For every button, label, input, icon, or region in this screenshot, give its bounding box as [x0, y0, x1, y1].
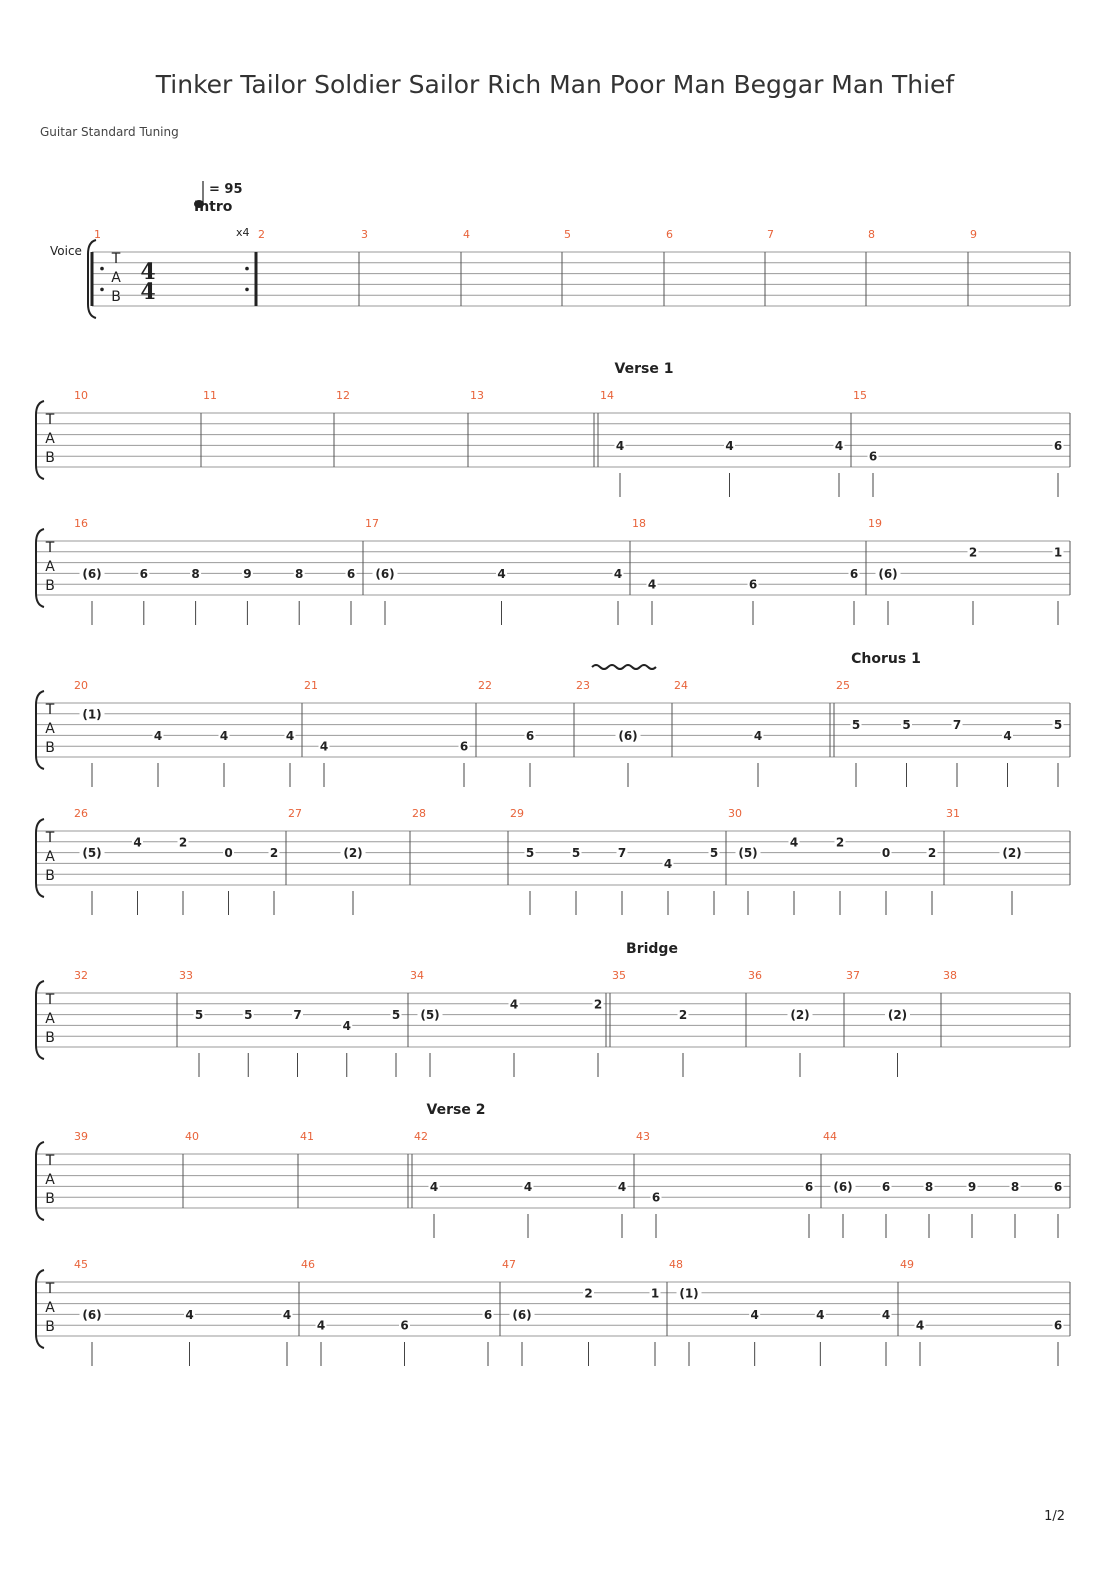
tab-clef-letter: B — [45, 1191, 55, 1207]
fret-number: 0 — [881, 846, 891, 861]
measure-number: 24 — [674, 679, 688, 692]
fret-number: 4 — [523, 1179, 533, 1194]
fret-number: 9 — [967, 1179, 977, 1194]
tab-clef-letter: T — [45, 1281, 55, 1297]
fret-number: 6 — [1053, 1318, 1063, 1333]
measure-number: 7 — [767, 228, 774, 241]
tab-clef-letter: B — [45, 450, 55, 466]
fret-number: 4 — [497, 566, 506, 581]
tab-clef-letter: A — [45, 1011, 55, 1027]
measure-number: 12 — [336, 389, 350, 402]
fret-number: 4 — [319, 739, 329, 754]
section-chorus-1: Chorus 1 — [851, 651, 921, 667]
fret-number: 6 — [139, 566, 148, 581]
measure-number: 4 — [463, 228, 470, 241]
measure-number: 10 — [74, 389, 88, 402]
fret-number: 4 — [316, 1318, 326, 1333]
fret-number: 7 — [617, 846, 627, 861]
fret-number: (6) — [512, 1307, 532, 1322]
fret-number: 4 — [613, 566, 623, 581]
measure-number: 9 — [970, 228, 977, 241]
fret-number: 6 — [1053, 1179, 1063, 1194]
tab-clef-letter: A — [45, 721, 55, 737]
measure-number: 48 — [669, 1258, 683, 1271]
fret-number: 2 — [584, 1286, 593, 1301]
measure-number: 34 — [410, 969, 424, 982]
measure-number: 43 — [636, 1130, 650, 1143]
tuning-label: Guitar Standard Tuning — [40, 125, 179, 139]
fret-number: 8 — [1010, 1179, 1020, 1194]
measure-number: 22 — [478, 679, 492, 692]
fret-number: (6) — [833, 1179, 853, 1194]
fret-number: 5 — [194, 1008, 204, 1023]
repeat-count: x4 — [236, 226, 250, 239]
measure-number: 27 — [288, 807, 302, 820]
measure-number: 3 — [361, 228, 368, 241]
tab-clef-letter: A — [111, 270, 121, 286]
measure-number: 15 — [853, 389, 867, 402]
measure-number: 17 — [365, 517, 379, 530]
tab-clef-letter: A — [45, 849, 55, 865]
fret-number: 2 — [678, 1008, 688, 1023]
fret-number: 4 — [834, 438, 844, 453]
fret-number: (5) — [420, 1008, 440, 1023]
fret-number: (1) — [82, 707, 102, 722]
measure-number: 18 — [632, 517, 646, 530]
fret-number: 7 — [952, 718, 962, 733]
fret-number: 1 — [1053, 545, 1063, 560]
repeat-dot — [100, 288, 104, 292]
measure-number: 25 — [836, 679, 850, 692]
fret-number: 4 — [750, 1307, 759, 1322]
section-verse-2: Verse 2 — [426, 1102, 486, 1118]
fret-number: 8 — [191, 566, 200, 581]
fret-number: 4 — [509, 997, 519, 1012]
fret-number: 5 — [244, 1008, 253, 1023]
measure-number: 33 — [179, 969, 193, 982]
fret-number: 4 — [789, 835, 799, 850]
fret-number: 9 — [243, 566, 252, 581]
fret-number: (2) — [343, 846, 363, 861]
tab-clef-letter: T — [45, 412, 55, 428]
tab-clef-letter: A — [45, 431, 55, 447]
measure-number: 26 — [74, 807, 88, 820]
fret-number: 4 — [153, 728, 163, 743]
measure-number: 36 — [748, 969, 762, 982]
section-bridge: Bridge — [626, 941, 678, 957]
tab-clef-letter: B — [45, 1030, 55, 1046]
measure-number: 23 — [576, 679, 590, 692]
tab-clef-letter: B — [45, 868, 55, 884]
vibrato-mark — [592, 665, 656, 669]
tab-clef-letter: B — [45, 740, 55, 756]
fret-number: 4 — [617, 1179, 627, 1194]
fret-number: 6 — [525, 728, 535, 743]
fret-number: 6 — [849, 566, 859, 581]
repeat-dot — [100, 267, 104, 271]
fret-number: 4 — [915, 1318, 925, 1333]
tab-clef-letter: A — [45, 1300, 55, 1316]
fret-number: 5 — [1053, 718, 1063, 733]
tab-clef-letter: T — [45, 702, 55, 718]
tab-clef-letter: T — [45, 830, 55, 846]
repeat-dot — [245, 288, 249, 292]
fret-number: 4 — [219, 728, 229, 743]
measure-number: 20 — [74, 679, 88, 692]
tab-clef-letter: T — [111, 251, 121, 267]
measure-number: 1 — [94, 228, 101, 241]
fret-number: 6 — [868, 449, 878, 464]
fret-number: 0 — [224, 846, 233, 861]
fret-number: 2 — [178, 835, 188, 850]
fret-number: 2 — [968, 545, 978, 560]
page-number: 1/2 — [1044, 1509, 1065, 1524]
fret-number: 6 — [1053, 438, 1063, 453]
measure-number: 40 — [185, 1130, 199, 1143]
tab-clef-letter: A — [45, 559, 55, 575]
fret-number: 4 — [753, 728, 763, 743]
measure-number: 45 — [74, 1258, 88, 1271]
fret-number: (6) — [82, 1307, 102, 1322]
fret-number: 2 — [269, 846, 279, 861]
measure-number: 46 — [301, 1258, 315, 1271]
fret-number: 4 — [285, 728, 295, 743]
tempo-value: = 95 — [209, 182, 243, 197]
tab-clef-letter: T — [45, 1153, 55, 1169]
fret-number: 2 — [927, 846, 937, 861]
measure-number: 35 — [612, 969, 626, 982]
measure-number: 11 — [203, 389, 217, 402]
tab-clef-letter: A — [45, 1172, 55, 1188]
fret-number: 4 — [647, 577, 657, 592]
fret-number: (2) — [790, 1008, 810, 1023]
measure-number: 49 — [900, 1258, 914, 1271]
measure-number: 32 — [74, 969, 88, 982]
fret-number: (5) — [82, 846, 102, 861]
fret-number: 6 — [804, 1179, 814, 1194]
fret-number: (1) — [679, 1286, 699, 1301]
time-signature-bottom: 4 — [140, 279, 156, 305]
fret-number: 6 — [748, 577, 758, 592]
fret-number: 7 — [293, 1008, 302, 1023]
measure-number: 37 — [846, 969, 860, 982]
fret-number: 6 — [881, 1179, 891, 1194]
fret-number: (5) — [738, 846, 758, 861]
fret-number: 5 — [709, 846, 719, 861]
fret-number: 4 — [663, 856, 673, 871]
fret-number: 4 — [282, 1307, 292, 1322]
fret-number: 4 — [342, 1018, 351, 1033]
fret-number: 2 — [835, 835, 845, 850]
measure-number: 28 — [412, 807, 426, 820]
fret-number: 5 — [902, 718, 911, 733]
fret-number: 6 — [651, 1190, 661, 1205]
section-intro: Intro — [194, 199, 233, 215]
fret-number: 1 — [650, 1286, 660, 1301]
fret-number: (6) — [618, 728, 638, 743]
fret-number: (6) — [878, 566, 898, 581]
fret-number: 4 — [1003, 728, 1012, 743]
measure-number: 2 — [258, 228, 265, 241]
fret-number: 8 — [295, 566, 304, 581]
fret-number: 6 — [459, 739, 469, 754]
fret-number: 4 — [615, 438, 625, 453]
measure-number: 13 — [470, 389, 484, 402]
fret-number: 5 — [391, 1008, 401, 1023]
fret-number: 5 — [525, 846, 535, 861]
fret-number: 4 — [725, 438, 734, 453]
tab-clef-letter: B — [45, 578, 55, 594]
fret-number: 5 — [851, 718, 861, 733]
fret-number: 8 — [924, 1179, 934, 1194]
track-name: Voice — [50, 244, 82, 258]
fret-number: 6 — [483, 1307, 493, 1322]
measure-number: 21 — [304, 679, 318, 692]
fret-number: (6) — [375, 566, 395, 581]
song-title: Tinker Tailor Soldier Sailor Rich Man Poor Man Beggar Man Thief — [155, 70, 955, 99]
repeat-dot — [245, 267, 249, 271]
tab-clef-letter: B — [111, 289, 121, 305]
tab-clef-letter: T — [45, 992, 55, 1008]
measure-number: 14 — [600, 389, 614, 402]
tab-clef-letter: T — [45, 540, 55, 556]
fret-number: 2 — [593, 997, 603, 1012]
measure-number: 41 — [300, 1130, 314, 1143]
measure-number: 31 — [946, 807, 960, 820]
measure-number: 16 — [74, 517, 88, 530]
measure-number: 47 — [502, 1258, 516, 1271]
time-signature-top: 4 — [140, 259, 156, 285]
fret-number: 6 — [346, 566, 356, 581]
measure-number: 42 — [414, 1130, 428, 1143]
fret-number: 4 — [881, 1307, 891, 1322]
fret-number: 4 — [185, 1307, 194, 1322]
measure-number: 38 — [943, 969, 957, 982]
measure-number: 29 — [510, 807, 524, 820]
tab-clef-letter: B — [45, 1319, 55, 1335]
measure-number: 6 — [666, 228, 673, 241]
measure-number: 8 — [868, 228, 875, 241]
fret-number: 4 — [133, 835, 142, 850]
fret-number: 4 — [429, 1179, 439, 1194]
measure-number: 39 — [74, 1130, 88, 1143]
fret-number: (6) — [82, 566, 102, 581]
measure-number: 30 — [728, 807, 742, 820]
fret-number: 6 — [400, 1318, 409, 1333]
measure-number: 19 — [868, 517, 882, 530]
fret-number: (2) — [887, 1008, 908, 1023]
fret-number: 5 — [571, 846, 581, 861]
measure-number: 44 — [823, 1130, 837, 1143]
fret-number: (2) — [1002, 846, 1022, 861]
measure-number: 5 — [564, 228, 571, 241]
section-verse-1: Verse 1 — [614, 361, 674, 377]
fret-number: 4 — [816, 1307, 825, 1322]
